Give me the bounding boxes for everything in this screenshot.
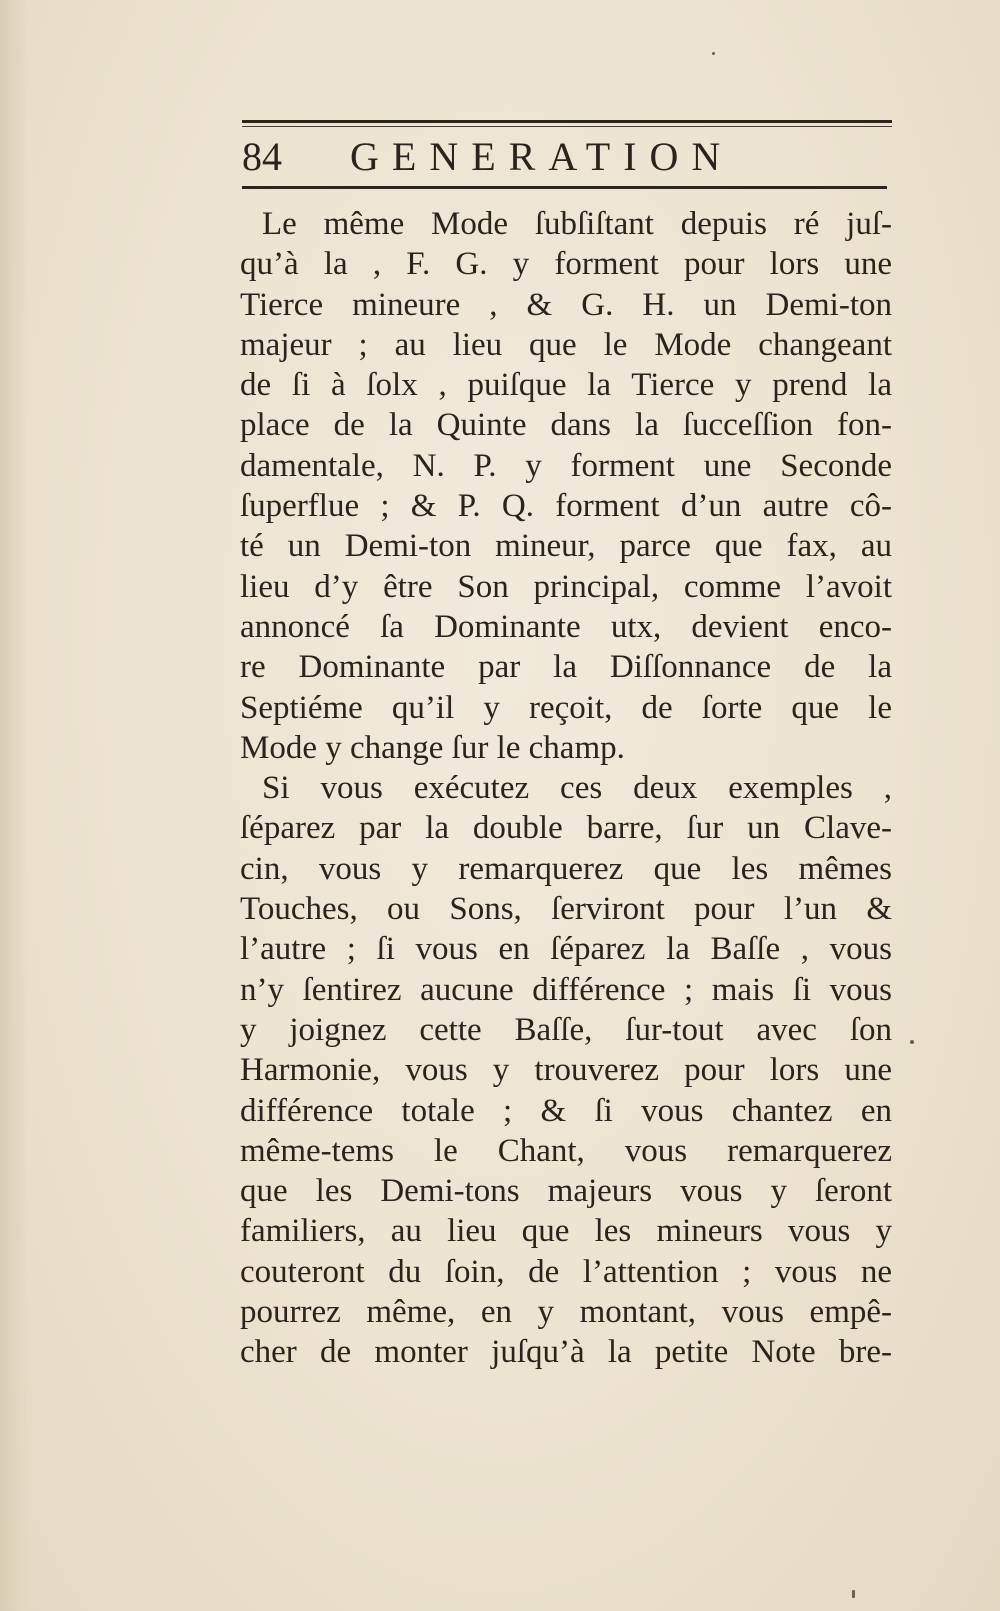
body-text [240,204,892,1373]
text-line: l’autre ; ſi vous en ſéparez la Baſſe , vous [240,931,892,968]
text-line: même-tems le Chant, vous remarquerez [240,1132,892,1169]
text-line: Mode y change ſur le champ. [240,729,625,766]
header-top-rule [242,120,892,123]
text-line: place de la Quinte dans la ſucceſſion fon- [240,407,892,444]
text-line: n’y ſentirez aucune différence ; mais ſi vous [240,971,892,1008]
text-line: annoncé ſa Dominante utx, devient enco- [240,608,892,645]
page-number: 84 [242,134,282,179]
header-top-rule-thin [242,126,892,127]
text-line: y joignez cette Baſſe, ſur-tout avec ſon [240,1011,892,1048]
text-line: cher de monter juſqu’à la petite Note bre- [240,1334,892,1371]
paper-speck [910,1040,914,1044]
text-line: re Dominante par la Diſſonnance de la [240,649,892,686]
text-line: couteront du ſoin, de l’attention ; vous ne [240,1253,892,1290]
running-title: GENERATION [350,134,734,179]
header-bottom-rule [242,186,887,189]
text-line: qu’à la , F. G. y forment pour lors une [240,246,892,283]
text-line: majeur ; au lieu que le Mode changeant [240,326,892,363]
text-line: cin, vous y remarquerez que les mêmes [240,850,892,887]
paper-speck [852,1590,855,1598]
text-line: Le même Mode ſubſiſtant depuis ré juſ- [262,206,892,242]
text-line: té un Demi-ton mineur, parce que fax, au [240,528,892,565]
text-line: damentale, N. P. y forment une Seconde [240,447,892,484]
text-line: Touches, ou Sons, ſerviront pour l’un & [240,891,892,928]
paper-speck [712,52,715,55]
text-line: pourrez même, en y montant, vous empê- [240,1294,892,1331]
text-line: Tierce mineure , & G. H. un Demi-ton [240,286,892,323]
text-line: lieu d’y être Son principal, comme l’avoit [240,568,892,605]
text-line: Si vous exécutez ces deux exemples , [262,770,892,807]
text-line: ſuperflue ; & P. Q. forment d’un autre cô- [240,488,892,525]
text-line: Septiéme qu’il y reçoit, de ſorte que le [240,689,892,726]
text-line: que les Demi-tons majeurs vous y ſeront [240,1173,892,1210]
running-head [242,130,892,184]
text-line: de ſi à ſolx , puiſque la Tierce y prend la [240,367,892,404]
page-gutter-shadow [0,0,28,1611]
text-line: ſéparez par la double barre, ſur un Clave- [240,810,892,847]
text-line: familiers, au lieu que les mineurs vous y [240,1213,892,1250]
text-line: différence totale ; & ſi vous chantez en [240,1092,892,1129]
text-line: Harmonie, vous y trouverez pour lors une [240,1052,892,1089]
